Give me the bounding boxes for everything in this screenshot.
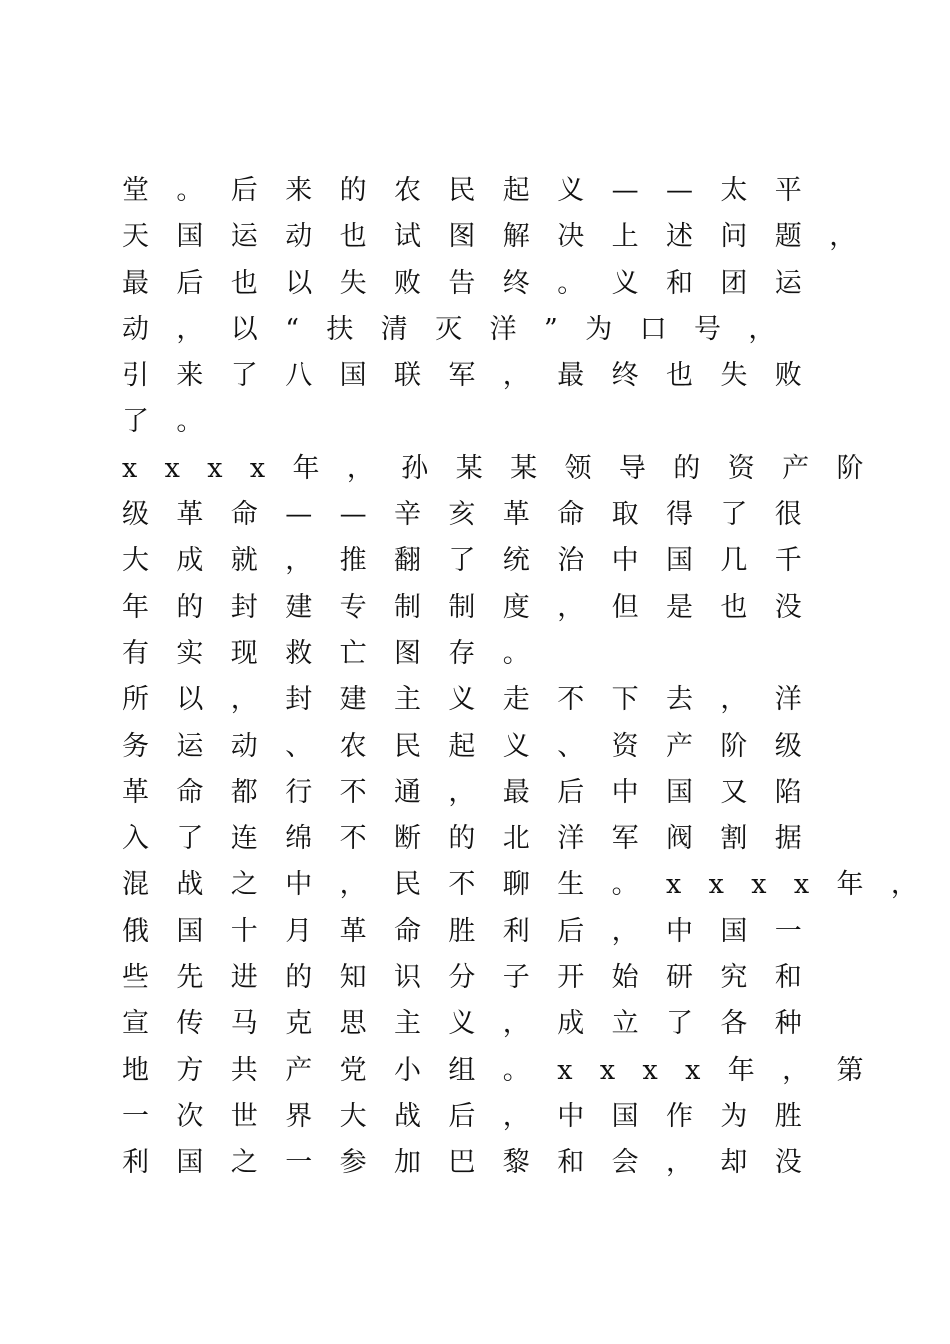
text-line: 一次世界大战后，中国作为胜 [122, 1100, 830, 1132]
text-line: 革命都行不通，最后中国又陷 [122, 776, 830, 808]
text-line: 最后也以失败告终。义和团运 [122, 267, 830, 299]
body-text [122, 168, 946, 1187]
text-line: 动，以“扶清灭洋”为口号， [122, 313, 803, 345]
text-line: 了。 [122, 406, 231, 438]
text-line: 堂。后来的农民起义——太平 [122, 175, 830, 206]
text-line: 引来了八国联军，最终也失败 [122, 360, 830, 392]
text-line: 些先进的知识分子开始研究和 [122, 962, 830, 994]
text-line: xxxx年，孙某某领导的资产阶 [122, 452, 891, 484]
text-line: 入了连绵不断的北洋军阀割据 [122, 823, 830, 855]
text-line: 地方共产党小组。xxxx年，第 [122, 1054, 891, 1086]
text-line: 年的封建专制制度，但是也没 [122, 591, 830, 623]
text-line: 务运动、农民起义、资产阶级 [122, 730, 830, 762]
text-line: 所以，封建主义走不下去，洋 [122, 684, 830, 716]
text-line: 大成就，推翻了统治中国几千 [122, 545, 830, 577]
text-line: 级革命——辛亥革命取得了很 [122, 499, 830, 531]
text-line: 利国之一参加巴黎和会，却没 [122, 1147, 830, 1179]
text-line: 天国运动也试图解决上述问题， [122, 221, 884, 253]
text-line: 俄国十月革命胜利后，中国一 [122, 915, 830, 947]
text-line: 宣传马克思主义，成立了各种 [122, 1008, 830, 1040]
text-line: 混战之中，民不聊生。xxxx年， [122, 869, 946, 901]
text-line: 有实现救亡图存。 [122, 637, 558, 669]
